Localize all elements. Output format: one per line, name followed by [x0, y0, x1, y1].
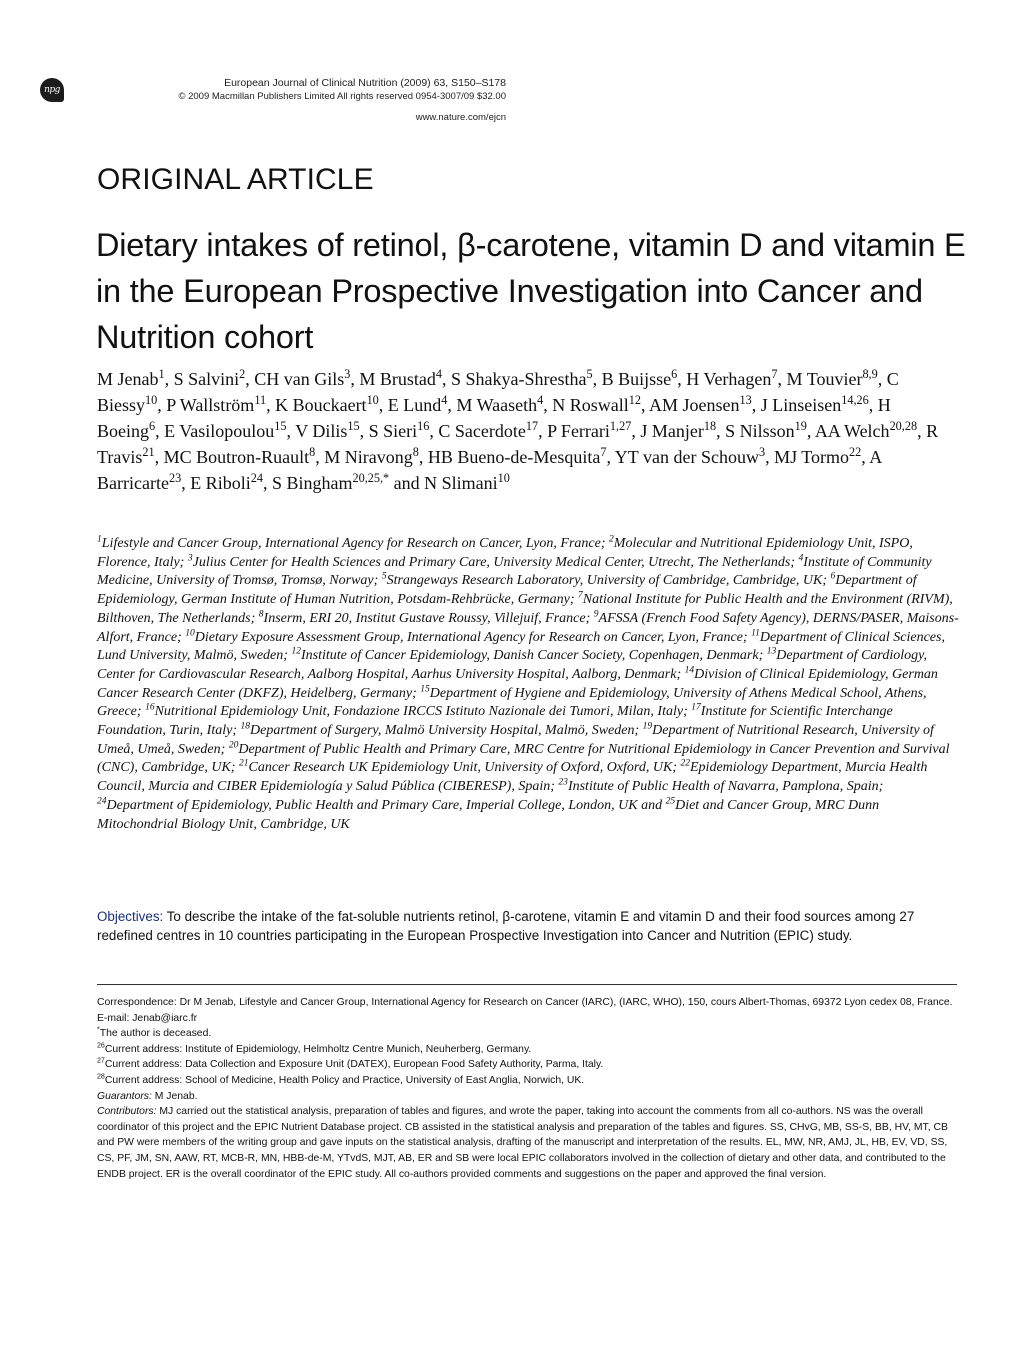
objectives-text: To describe the intake of the fat-soluble nutrients retinol, β-carotene, vitamin E and vitamin D and their food sources among 27 redefined centres in 10 countries participating in the European Prospective Investigation into Cancer and Nutrition (EPIC) study. [97, 909, 915, 943]
affiliation [97, 798, 638, 813]
author [164, 447, 316, 467]
affiliation-number: 23 [558, 777, 568, 788]
author-name: S Nilsson [725, 421, 795, 441]
affiliation-number: 9 [593, 609, 599, 620]
affiliation-number: 5 [381, 571, 387, 582]
author-name: J Manjer [640, 421, 704, 441]
author-affiliation-ref: 8 [309, 445, 316, 459]
author-name: M Jenab [97, 369, 159, 389]
note-text: Current address: School of Medicine, Health Policy and Practice, University of East Anglia, Norwich, UK. [104, 1074, 585, 1086]
author [272, 473, 389, 493]
affiliation [145, 704, 683, 719]
affiliation-text: Institute of Public Health of Navarra, Pamplona, Spain [567, 779, 879, 795]
affiliation [291, 648, 758, 663]
author-affiliation-ref: 12 [628, 393, 641, 407]
npg-logo-text: npg [44, 85, 60, 95]
affiliation-number: 16 [145, 702, 155, 713]
affiliation-number: 25 [665, 796, 676, 807]
author-affiliation-ref: 24 [250, 471, 263, 485]
author [774, 447, 861, 467]
affiliation-number: 3 [187, 553, 193, 564]
author-name: K Bouckaert [275, 395, 367, 415]
author-name: S Shakya-Shrestha [451, 369, 587, 389]
affiliation-list: $^1$Lifestyle and Cancer Group, International Agency for Research on Cancer, Lyon, France; $^2$Molecular and Nutritional Epidemiology Unit, ISPO, Florence, Italy; $^3$Julius Center for Health Sciences and Primary Care, University Medical Center, Utrecht, The Netherlands; $^4$Institute of Community Medicine, University of Tromsø, Tromsø, Norway; $^5$Strangeways Research Laboratory, University of Cambridge, Cambridge, UK; $^6$Department of Epidemiology, German Institute of Human Nutrition, Potsdam-Rehbrücke, Germany; $^7$National Institute for Public Health and the Environment (RIVM), Bilthoven, The Netherlands; $^8$Inserm, ERI 20, Institut Gustave Roussy, Villejuif, France; $^9$AFSSA (French Food Safety Agency), DERNS/PASER, Maisons-Alfort, France; $^{10}$Dietary Exposure Assessment Group, International Agency for Research on Cancer, Lyon, France; $^{11}$Department of Clinical Sciences, Lund University, Malmö, Sweden; $^{12}$Institute of Cancer Epidemiology, Danish Cancer Society, Copenhagen, Denmark; $^{13}$Department of Cardiology, Center for Cardiovascular Research, Aalborg Hospital, Aarhus University Hospital, Aalborg, Denmark; $^{14}$Division of Clinical Epidemiology, German Cancer Research Center (DKFZ), Heidelberg, Germany; $^{15}$Department of Hygiene and Epidemiology, University of Athens Medical School, Athens, Greece; $^{16}$Nutritional Epidemiology Unit, Fondazione IRCCS Istituto Nazionale dei Tumori, Milan, Italy; $^{17}$Institute for Scientific Interchange Foundation, Turin, Italy; $^{18}$Department of Surgery, Malmö University Hospital, Malmö, Sweden; $^{19}$Department of Nutritional Research, University of Umeå, Umeå, Sweden; $^{20}$Department of Public Health and Primary Care, MRC Centre for Nutritional Epidemiology in Cancer Prevention and Survival (CNC), Cambridge, UK; $^{21}$Cancer Research UK Epidemiology Unit, University of Oxford, Oxford, UK; $^{22}$Epidemiology Department, Murcia Health Council, Murcia and CIBER Epidemiología y Salud Pública (CIBERESP), Spain; $^{23}$Institute of Public Health of Navarra, Pamplona, Spain; $^{24}$Department of Epidemiology, Public Health and Primary Care, Imperial College, London, UK and $^{25}$Diet and Cancer Group, MRC Dunn Mitochondrial Biology Unit, Cambridge, UK [97, 534, 959, 832]
note-number: 28 [97, 1073, 105, 1081]
author [424, 473, 510, 493]
author-name: A Barricarte [97, 447, 882, 493]
author-affiliation-ref: 1 [158, 367, 165, 381]
author-name: H Boeing [97, 395, 891, 441]
author-name: V Dilis [295, 421, 348, 441]
author-name: AM Joensen [649, 395, 740, 415]
author-name: P Wallström [166, 395, 255, 415]
affiliation-text: Cancer Research UK Epidemiology Unit, University of Oxford, Oxford, UK [248, 760, 673, 776]
author [438, 421, 538, 441]
correspondence-note: Correspondence: Dr M Jenab, Lifestyle and Cancer Group, International Agency for Research on Cancer (IARC), (IARC, WHO), 150, cours Albert-Thomas, 69372 Lyon cedex 08, France. [97, 997, 953, 1008]
author-affiliation-ref: 8 [412, 445, 419, 459]
author [254, 369, 350, 389]
affiliation-text: Molecular and Nutritional Epidemiology Unit, ISPO, Florence, Italy [97, 536, 913, 570]
affiliation-text: Epidemiology Department, Murcia Health Council, Murcia and CIBER Epidemiología y Salud Pública (CIBERESP), Spain [97, 760, 928, 795]
author-name: M Touvier [786, 369, 863, 389]
affiliation-text: Department of Nutritional Research, University of Umeå, Umeå, Sweden [97, 723, 934, 757]
author-name: H Verhagen [686, 369, 772, 389]
affiliation-number: 21 [238, 758, 249, 769]
guarantors-label: Guarantors: [97, 1090, 152, 1102]
author-affiliation-ref: 13 [739, 393, 752, 407]
note-text: Current address: Institute of Epidemiology, Helmholtz Centre Munich, Neuherberg, Germany. [104, 1043, 532, 1055]
author-affiliation-ref: 6 [671, 367, 678, 381]
author-name: HB Bueno-de-Mesquita [427, 447, 601, 467]
author [615, 447, 765, 467]
affiliation-text: Diet and Cancer Group, MRC Dunn Mitochondrial Biology Unit, Cambridge, UK [97, 797, 880, 832]
affiliation [188, 555, 791, 570]
affiliation-number: 11 [751, 627, 760, 638]
abstract-objectives [97, 908, 959, 945]
affiliation-number: 22 [680, 758, 690, 769]
author-name: E Lund [387, 395, 442, 415]
affiliation [241, 723, 635, 738]
author [725, 421, 807, 441]
author [428, 447, 607, 467]
affiliation-text: Department of Surgery, Malmö University Hospital, Malmö, Sweden [250, 723, 635, 739]
affiliation-text: Julius Center for Health Sciences and Primary Care, University Medical Center, Utrecht, The Netherlands [192, 554, 791, 570]
author-affiliation-ref: 5 [586, 367, 593, 381]
author-affiliation-ref: 3 [758, 445, 766, 459]
contributors-note [97, 1104, 957, 1182]
author [164, 421, 286, 441]
note-number: 27 [97, 1057, 105, 1065]
author-name: MC Boutron-Ruault [163, 447, 310, 467]
author-name: S Bingham [271, 473, 353, 493]
journal-header [40, 76, 506, 124]
author-affiliation-ref: 20,25,* [352, 471, 390, 485]
author [359, 369, 442, 389]
affiliation-text: Nutritional Epidemiology Unit, Fondazione IRCCS Istituto Nazionale dei Tumori, Milan, Italy [154, 704, 684, 720]
guarantors-text: M Jenab. [151, 1090, 198, 1102]
affiliation-text: Department of Clinical Sciences, Lund University, Malmö, Sweden [97, 629, 945, 664]
author-name: MJ Tormo [774, 447, 849, 467]
author-name: N Roswall [552, 395, 629, 415]
author [295, 421, 359, 441]
journal-url[interactable]: www.nature.com/ejcn [415, 112, 506, 123]
author-affiliation-ref: 11 [254, 393, 267, 407]
author [815, 421, 917, 441]
affiliation [97, 536, 601, 551]
affiliation-number: 15 [420, 683, 430, 694]
author [190, 473, 263, 493]
author [547, 421, 631, 441]
affiliation-text: Department of Cardiology, Center for Cardiovascular Research, Aalborg Hospital, Aarhus University Hospital, Aalborg, Denmark [97, 648, 928, 682]
affiliation-text: Strangeways Research Laboratory, University of Cambridge, Cambridge, UK [386, 573, 823, 589]
author-name: S Salvini [173, 369, 240, 389]
author-affiliation-ref: 4 [537, 393, 544, 407]
contributors-label: Contributors: [97, 1106, 157, 1118]
author [686, 369, 777, 389]
affiliation-number: 7 [578, 590, 583, 601]
author-name: S Sieri [368, 421, 418, 441]
affiliation-number: 14 [684, 665, 695, 676]
affiliation-number: 12 [291, 646, 301, 657]
author [602, 369, 678, 389]
author-affiliation-ref: 22 [848, 445, 862, 459]
author-affiliation-ref: 23 [168, 471, 182, 485]
author-name: M Brustad [359, 369, 436, 389]
author-name: CH van Gils [254, 369, 345, 389]
author-name: N Slimani [424, 473, 498, 493]
author [552, 395, 641, 415]
affiliation-text: AFSSA (French Food Safety Agency), DERNS/PASER, Maisons-Alfort, France [97, 610, 959, 645]
note-text: Current address: Data Collection and Exposure Unit (DATEX), European Food Safety Authority, Parma, Italy. [104, 1059, 604, 1071]
current-address-notes [97, 1042, 957, 1089]
author-affiliation-ref: 1,27 [609, 419, 632, 433]
affiliation-text: Lifestyle and Cancer Group, International Agency for Research on Cancer, Lyon, France [101, 536, 601, 551]
affiliation [382, 573, 823, 588]
author-affiliation-ref: 21 [142, 445, 155, 459]
author [388, 395, 448, 415]
author-affiliation-ref: 20,28 [889, 419, 918, 433]
author-name: E Vasilopoulou [164, 421, 275, 441]
author-affiliation-ref: 2 [239, 367, 246, 381]
affiliation [239, 760, 672, 775]
affiliation-text: Department of Epidemiology, Public Health and Primary Care, Imperial College, London, UK [106, 797, 638, 813]
author [761, 395, 869, 415]
affiliation-number: 4 [798, 553, 804, 564]
affiliation-number: 17 [691, 702, 701, 713]
current-address-note [97, 1073, 957, 1089]
author-name: C Biessy [97, 369, 899, 415]
author-affiliation-ref: 6 [149, 419, 156, 433]
affiliation-text: National Institute for Public Health and the Environment (RIVM), Bilthoven, The Netherlands [97, 592, 953, 626]
author-affiliation-ref: 3 [344, 367, 351, 381]
affiliation-text: Institute of Cancer Epidemiology, Danish Cancer Society, Copenhagen, Denmark [300, 648, 759, 664]
author [451, 369, 593, 389]
author-name: M Niravong [324, 447, 413, 467]
copyright-line: © 2009 Macmillan Publishers Limited All rights reserved 0954-3007/09 $32.00 [178, 91, 506, 102]
author-affiliation-ref: 4 [441, 393, 448, 407]
author-name: P Ferrari [547, 421, 610, 441]
author-affiliation-ref: 10 [497, 471, 510, 485]
author [174, 369, 246, 389]
author [324, 447, 419, 467]
deceased-text: The author is deceased. [99, 1028, 212, 1040]
author-affiliation-ref: 7 [600, 445, 607, 459]
affiliation [185, 627, 743, 645]
objectives-label: Objectives: [97, 909, 164, 924]
affiliation-text: Department of Public Health and Primary Care, MRC Centre for Nutritional Epidemiology in Cancer Prevention and Survival (CNC), Cambridge, UK [97, 741, 950, 776]
affiliation-number: 24 [97, 796, 107, 807]
author-affiliation-ref: 7 [771, 367, 778, 381]
author-name: J Linseisen [760, 395, 842, 415]
author-affiliation-ref: 4 [435, 367, 443, 381]
author [649, 395, 752, 415]
affiliation-number: 13 [766, 646, 777, 657]
author-affiliation-ref: 14,26 [841, 393, 869, 407]
contributors-text: MJ carried out the statistical analysis, preparation of tables and figures, and wrote the paper, taking into account the comments from all co-authors. NS was the overall coordinator of this project and the EPIC Nutrient Database project. CB assisted in the statistical analysis and preparation of the tables and figures. SS, CHvG, MB, SS-S, BB, HV, MT, CB and PW were members of the writing group and gave inputs on the statistical analysis, drafting of the manuscript and interpretation of the results. EL, MW, NR, AMJ, JL, HB, EV, VD, SS, CS, PF, JM, SN, AAW, RT, MCB-R, MN, HBB-de-M, YTvdS, MJT, AB, ER and SB were local EPIC collaborators involved in the collection of dietary and other data, and contributed to the ENDB project. ER is the overall coordinator of the EPIC study. All co-authors provided comments and suggestions on the paper and approved the final version. [97, 1106, 948, 1180]
affiliation-number: 2 [609, 534, 614, 545]
author-list: M Jenab$^1$, S Salvini$^2$, CH van Gils$^3$, M Brustad$^4$, S Shakya-Shrestha$^5$, B Buijsse$^6$, H Verhagen$^7$, M Touvier$^{8,9}$, C Biessy$^{10}$, P Wallström$^{11}$, K Bouckaert$^{10}$, E Lund$^4$, M Waaseth$^4$, N Roswall$^{12}$, AM Joensen$^{13}$, J Linseisen$^{14,26}$, H Boeing$^6$, E Vasilopoulou$^{15}$, V Dilis$^{15}$, S Sieri$^{16}$, C Sacerdote$^{17}$, P Ferrari$^{1,27}$, J Manjer$^{18}$, S Nilsson$^{19}$, AA Welch$^{20,28}$, R Travis$^{21}$, MC Boutron-Ruault$^8$, M Niravong$^8$, HB Bueno-de-Mesquita$^7$, YT van der Schouw$^3$, MJ Tormo$^{22}$, A Barricarte$^{23}$, E Riboli$^{24}$, S Bingham$^{20,25,*}$ and N Slimani$^{10}$ [97, 367, 939, 493]
author [369, 421, 430, 441]
author-affiliation-ref: 17 [525, 419, 539, 433]
affiliation-number: 20 [228, 740, 239, 751]
author-name: YT van der Schouw [614, 447, 759, 467]
author-affiliation-ref: 15 [347, 419, 360, 433]
footnote-divider [97, 984, 957, 985]
affiliation-number: 1 [97, 534, 102, 545]
author-affiliation-ref: 10 [366, 393, 379, 407]
affiliation-number: 10 [185, 627, 195, 638]
affiliation-text: Institute for Scientific Interchange Foundation, Turin, Italy [97, 704, 893, 739]
journal-citation: European Journal of Clinical Nutrition (2009) 63, S150–S178 [224, 77, 506, 89]
author-name: M Waaseth [456, 395, 538, 415]
current-address-note [97, 1057, 957, 1073]
author [97, 369, 165, 389]
author-affiliation-ref: 15 [274, 419, 287, 433]
affiliation-text: Department of Epidemiology, German Institute of Human Nutrition, Potsdam-Rehbrücke, Germany [97, 573, 917, 608]
author [456, 395, 543, 415]
guarantors-note [97, 1089, 957, 1105]
author [787, 369, 878, 389]
journal-info [178, 76, 506, 125]
author-affiliation-ref: 10 [145, 393, 158, 407]
affiliation-number: 18 [240, 721, 251, 732]
affiliation-text: Inserm, ERI 20, Institut Gustave Roussy, Villejuif, France [263, 610, 586, 626]
footnotes [97, 995, 957, 1182]
author [640, 421, 716, 441]
affiliation [558, 779, 878, 794]
affiliation-number: 8 [258, 609, 264, 620]
author-affiliation-ref: 19 [794, 419, 807, 433]
author-name: B Buijsse [601, 369, 672, 389]
author [275, 395, 379, 415]
author-name: AA Welch [814, 421, 890, 441]
author-name: E Riboli [190, 473, 251, 493]
affiliation-text: Department of Hygiene and Epidemiology, University of Athens Medical School, Athens, Greece [97, 685, 927, 720]
deceased-mark: * [97, 1026, 100, 1034]
author [166, 395, 266, 415]
affiliation-number: 19 [642, 721, 653, 732]
article-type: ORIGINAL ARTICLE [97, 163, 374, 196]
affiliation-text: Dietary Exposure Assessment Group, International Agency for Research on Cancer, Lyon, France [194, 629, 743, 645]
author-affiliation-ref: 8,9 [862, 367, 878, 381]
author-name: C Sacerdote [438, 421, 526, 441]
npg-logo [40, 78, 64, 102]
author-affiliation-ref: 16 [417, 419, 430, 433]
affiliation-text: Division of Clinical Epidemiology, German Cancer Research Center (DKFZ), Heidelberg, Germany [97, 666, 938, 701]
article-title: Dietary intakes of retinol, β-carotene, vitamin D and vitamin E in the European Prospective Investigation into Cancer and Nutrition cohort [96, 227, 966, 355]
author-name: R Travis [97, 421, 939, 467]
affiliation-text: Institute of Community Medicine, University of Tromsø, Tromsø, Norway [97, 554, 932, 589]
author-affiliation-ref: 18 [703, 419, 717, 433]
affiliation-number: 6 [830, 571, 836, 582]
current-address-note [97, 1042, 957, 1058]
affiliation [259, 611, 586, 626]
email-note[interactable]: E-mail: Jenab@iarc.fr [97, 1012, 198, 1024]
note-number: 26 [97, 1042, 105, 1050]
deceased-note [97, 1026, 957, 1042]
